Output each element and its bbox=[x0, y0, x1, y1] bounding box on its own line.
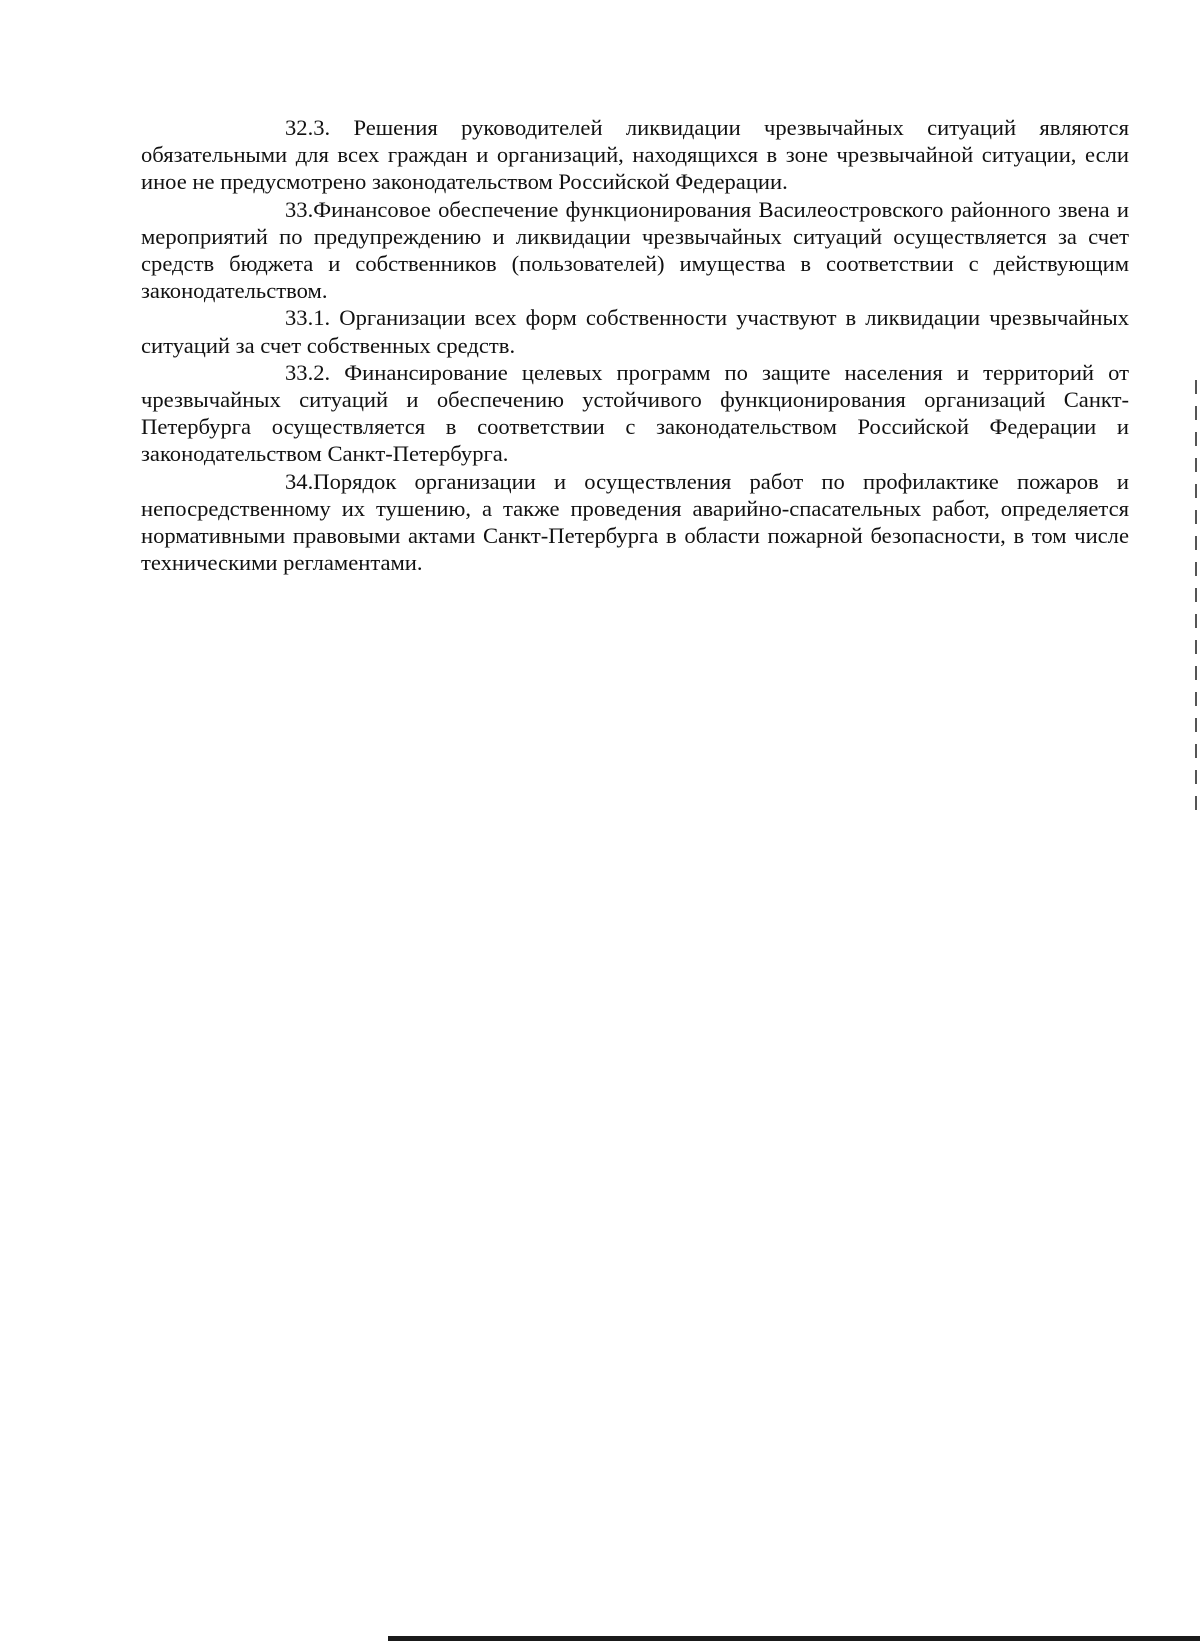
paragraph-32-3 bbox=[141, 114, 1129, 196]
paragraph-number: 32.3. bbox=[285, 115, 331, 140]
paragraph-33 bbox=[141, 196, 1129, 305]
paragraph-number: 33.1. bbox=[285, 305, 331, 331]
paragraph-text: Порядок организации и осуществления работ по профилактике пожаров и непосредственному их тушению, а также проведения аварийно-спасательных работ, определяется нормативными правовыми актами Санкт-Петербурга в области пожарной безопасности, в том числе техническими регламентами. bbox=[141, 468, 1129, 576]
document-body bbox=[141, 114, 1129, 576]
paragraph-33-1 bbox=[141, 304, 1129, 358]
scan-edge-mark bbox=[1195, 380, 1197, 820]
paragraph-text: Финансирование целевых программ по защите населения и территорий от чрезвычайных ситуаций и обеспечению устойчивого функционирования организаций Санкт-Петербурга осуществляется в соответствии с законодательством Российской Федерации и законодательством Санкт-Петербурга. bbox=[141, 359, 1129, 467]
scan-bottom-edge bbox=[388, 1636, 1200, 1641]
paragraph-33-2 bbox=[141, 359, 1129, 468]
paragraph-text: Решения руководителей ликвидации чрезвычайных ситуаций являются обязательными для всех граждан и организаций, находящихся в зоне чрезвычайной ситуации, если иное не предусмотрено законодательством Российской Федерации. bbox=[141, 115, 1129, 195]
paragraph-text: Организации всех форм собственности участвуют в ликвидации чрезвычайных ситуаций за счет собственных средств. bbox=[141, 305, 1130, 358]
paragraph-number: 33.2. bbox=[285, 359, 331, 385]
paragraph-number: 34. bbox=[285, 468, 314, 494]
paragraph-text: Финансовое обеспечение функционирования Василеостровского районного звена и мероприятий по предупреждению и ликвидации чрезвычайных ситуаций осуществляется за счет средств бюджета и собственников (пользователей) имущества в соответствии с действующим законодательством. bbox=[141, 196, 1129, 304]
paragraph-34 bbox=[141, 468, 1129, 577]
paragraph-number: 33. bbox=[285, 196, 314, 222]
